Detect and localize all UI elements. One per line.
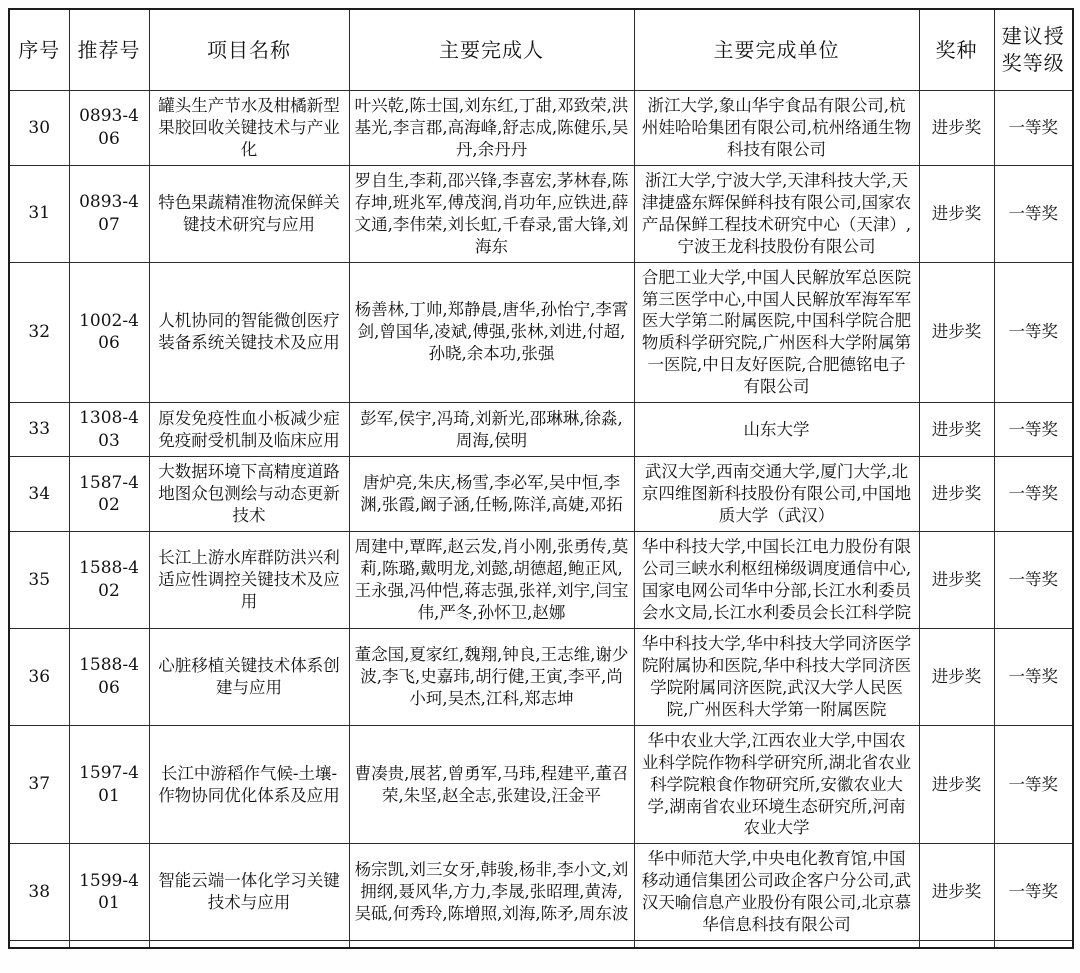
award-recommendation-table	[8, 8, 1074, 949]
row-cell-units: 山东大学	[634, 403, 919, 457]
row-cell-code: 1588-406	[69, 628, 149, 725]
row-cell-project: 智能云端一体化学习关键技术与应用	[149, 844, 349, 941]
row-cell-level: 一等奖	[994, 165, 1073, 262]
table-row-partial	[9, 941, 1073, 949]
row-cell-kind: 进步奖	[919, 457, 994, 532]
row-cell-index: 37	[9, 725, 69, 844]
row-cell-index: 34	[9, 457, 69, 532]
row-cell-project: 长江上游水库群防洪兴利适应性调控关键技术及应用	[149, 532, 349, 629]
column-header-units: 主要完成单位	[634, 9, 919, 91]
row-cell-kind: 进步奖	[919, 403, 994, 457]
row-cell-units: 武汉大学,西南交通大学,厦门大学,北京四维图新科技股份有限公司,中国地质大学（武汉）	[634, 457, 919, 532]
row-cell-index: 30	[9, 91, 69, 166]
row-cell-code: 0893-406	[69, 91, 149, 166]
row-cell-code: 1002-406	[69, 262, 149, 403]
table-row	[9, 844, 1073, 941]
row-cell-level: 一等奖	[994, 457, 1073, 532]
row-cell-level: 一等奖	[994, 262, 1073, 403]
row-cell-kind: 进步奖	[919, 91, 994, 166]
row-cell-partial	[994, 941, 1073, 949]
row-cell-kind: 进步奖	[919, 262, 994, 403]
row-cell-project: 原发免疫性血小板减少症免疫耐受机制及临床应用	[149, 403, 349, 457]
column-header-kind: 奖种	[919, 9, 994, 91]
row-cell-code: 1587-402	[69, 457, 149, 532]
row-cell-project: 罐头生产节水及柑橘新型果胶回收关键技术与产业化	[149, 91, 349, 166]
row-cell-units: 浙江大学,宁波大学,天津科技大学,天津捷盛东辉保鲜科技有限公司,国家农产品保鲜工程技术研究中心（天津）,宁波王龙科技股份有限公司	[634, 165, 919, 262]
table-row	[9, 91, 1073, 166]
row-cell-partial	[69, 941, 149, 949]
header-row	[9, 9, 1073, 91]
row-cell-level: 一等奖	[994, 844, 1073, 941]
row-cell-code: 1308-403	[69, 403, 149, 457]
row-cell-units: 合肥工业大学,中国人民解放军总医院第三医学中心,中国人民解放军海军军医大学第二附属医院,中国科学院合肥物质科学研究院,广州医科大学附属第一医院,中日友好医院,合肥德铭电子有限公司	[634, 262, 919, 403]
table-row	[9, 165, 1073, 262]
row-cell-kind: 进步奖	[919, 725, 994, 844]
row-cell-people: 周建中,覃晖,赵云发,肖小刚,张勇传,莫莉,陈璐,戴明龙,刘懿,胡德超,鲍正风,王永强,冯仲恺,蒋志强,张祥,刘宇,闫宝伟,严冬,孙怀卫,赵娜	[349, 532, 634, 629]
row-cell-people: 彭军,侯宇,冯琦,刘新光,邵琳琳,徐淼,周海,侯明	[349, 403, 634, 457]
row-cell-partial	[634, 941, 919, 949]
table-row	[9, 725, 1073, 844]
row-cell-units: 华中农业大学,江西农业大学,中国农业科学院作物科学研究所,湖北省农业科学院粮食作物研究所,安徽农业大学,湖南省农业环境生态研究所,河南农业大学	[634, 725, 919, 844]
row-cell-index: 35	[9, 532, 69, 629]
row-cell-level: 一等奖	[994, 403, 1073, 457]
row-cell-index: 38	[9, 844, 69, 941]
row-cell-people: 唐炉亮,朱庆,杨雪,李必军,吴中恒,李渊,张霞,阚子涵,任畅,陈洋,高婕,邓拓	[349, 457, 634, 532]
row-cell-project: 特色果蔬精准物流保鲜关键技术研究与应用	[149, 165, 349, 262]
row-cell-level: 一等奖	[994, 91, 1073, 166]
table-row	[9, 262, 1073, 403]
row-cell-index: 31	[9, 165, 69, 262]
row-cell-index: 32	[9, 262, 69, 403]
row-cell-level: 一等奖	[994, 725, 1073, 844]
table-header	[9, 9, 1073, 91]
table-row	[9, 532, 1073, 629]
row-cell-partial	[919, 941, 994, 949]
row-cell-project: 人机协同的智能微创医疗装备系统关键技术及应用	[149, 262, 349, 403]
row-cell-code: 0893-407	[69, 165, 149, 262]
row-cell-code: 1597-401	[69, 725, 149, 844]
row-cell-code: 1588-402	[69, 532, 149, 629]
row-cell-people: 曹凑贵,展茗,曾勇军,马玮,程建平,董召荣,朱坚,赵全志,张建设,汪金平	[349, 725, 634, 844]
row-cell-level: 一等奖	[994, 532, 1073, 629]
row-cell-project: 大数据环境下高精度道路地图众包测绘与动态更新技术	[149, 457, 349, 532]
row-cell-people: 杨善林,丁帅,郑静晨,唐华,孙怡宁,李霄剑,曾国华,凌斌,傅强,张林,刘进,付超,孙晓,余本功,张强	[349, 262, 634, 403]
row-cell-partial	[349, 941, 634, 949]
row-cell-project: 心脏移植关键技术体系创建与应用	[149, 628, 349, 725]
row-cell-index: 33	[9, 403, 69, 457]
row-cell-units: 华中科技大学,中国长江电力股份有限公司三峡水利枢纽梯级调度通信中心,国家电网公司华中分部,长江水利委员会水文局,长江水利委员会长江科学院	[634, 532, 919, 629]
row-cell-people: 罗自生,李莉,邵兴锋,李喜宏,茅林春,陈存坤,班兆军,傅茂润,肖功年,应铁进,薛文通,李伟荣,刘长虹,千春录,雷大锋,刘海东	[349, 165, 634, 262]
row-cell-level: 一等奖	[994, 628, 1073, 725]
row-cell-people: 董念国,夏家红,魏翔,钟良,王志维,谢少波,李飞,史嘉玮,胡行健,王寅,李平,尚小珂,吴杰,江科,郑志坤	[349, 628, 634, 725]
row-cell-kind: 进步奖	[919, 532, 994, 629]
row-cell-partial	[9, 941, 69, 949]
row-cell-code: 1599-401	[69, 844, 149, 941]
table-row	[9, 628, 1073, 725]
row-cell-partial	[149, 941, 349, 949]
row-cell-units: 华中科技大学,华中科技大学同济医学院附属协和医院,华中科技大学同济医学院附属同济医院,武汉大学人民医院,广州医科大学第一附属医院	[634, 628, 919, 725]
column-header-project: 项目名称	[149, 9, 349, 91]
row-cell-project: 长江中游稻作气候-土壤-作物协同优化体系及应用	[149, 725, 349, 844]
table-row	[9, 403, 1073, 457]
column-header-code: 推荐号	[69, 9, 149, 91]
row-cell-units: 浙江大学,象山华宇食品有限公司,杭州娃哈哈集团有限公司,杭州络通生物科技有限公司	[634, 91, 919, 166]
column-header-people: 主要完成人	[349, 9, 634, 91]
table-row	[9, 457, 1073, 532]
row-cell-people: 杨宗凯,刘三女牙,韩骏,杨非,李小文,刘拥纲,聂风华,方力,李晟,张昭理,黄涛,吴砥,何秀玲,陈增照,刘海,陈矛,周东波	[349, 844, 634, 941]
row-cell-kind: 进步奖	[919, 844, 994, 941]
column-header-index: 序号	[9, 9, 69, 91]
row-cell-units: 华中师范大学,中央电化教育馆,中国移动通信集团公司政企客户分公司,武汉天喻信息产业股份有限公司,北京慕华信息科技有限公司	[634, 844, 919, 941]
row-cell-index: 36	[9, 628, 69, 725]
table-body	[9, 91, 1073, 949]
row-cell-people: 叶兴乾,陈士国,刘东红,丁甜,邓致荣,洪基光,李言郡,高海峰,舒志成,陈健乐,吴丹,余丹丹	[349, 91, 634, 166]
row-cell-kind: 进步奖	[919, 628, 994, 725]
column-header-level: 建议授奖等级	[994, 9, 1073, 91]
row-cell-kind: 进步奖	[919, 165, 994, 262]
